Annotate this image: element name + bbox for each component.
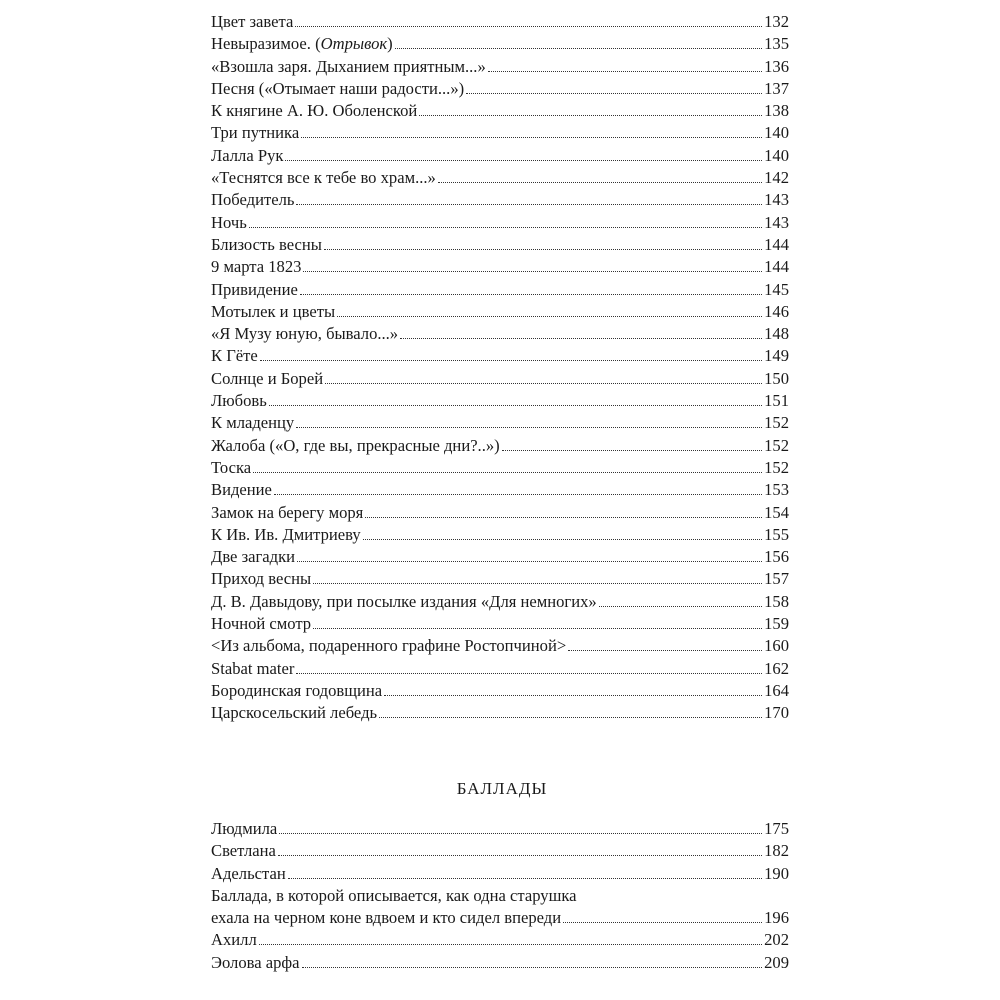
dot-leader <box>599 606 762 607</box>
entry-page-number: 153 <box>764 480 789 500</box>
entry-title <box>211 390 267 412</box>
toc-entry <box>211 189 789 211</box>
dot-leader <box>419 115 762 116</box>
entry-page-number: 142 <box>764 168 789 188</box>
entry-page-number: 154 <box>764 502 789 522</box>
toc-entry <box>211 546 789 568</box>
entry-title-text: Бородинская годовщина <box>211 680 383 700</box>
entry-title <box>211 568 311 590</box>
dot-leader <box>260 360 762 361</box>
toc-entry <box>211 390 789 412</box>
toc-entry <box>211 368 789 390</box>
entry-page-number: 196 <box>764 908 789 928</box>
toc-entry <box>211 658 789 680</box>
entry-page-number: 164 <box>764 680 789 700</box>
toc-entry <box>211 100 789 122</box>
entry-title-text: Цвет завета <box>211 12 294 31</box>
entry-title-text: Видение <box>211 480 272 500</box>
entry-title-text: Stabat mater <box>211 658 295 678</box>
dot-leader <box>363 539 762 540</box>
dot-leader <box>384 695 762 696</box>
entry-title <box>211 279 298 301</box>
dot-leader <box>285 160 762 161</box>
entry-title-text: Адельстан <box>211 863 286 883</box>
entry-title <box>211 818 277 840</box>
table-of-contents-ballads <box>211 818 789 974</box>
entry-title-line2-row <box>211 907 789 929</box>
dot-leader <box>365 517 762 518</box>
entry-title <box>211 929 257 951</box>
entry-page-number: 156 <box>764 547 789 567</box>
entry-title-text: Мотылек и цветы <box>211 301 336 321</box>
dot-leader <box>274 494 762 495</box>
entry-title <box>211 502 363 524</box>
dot-leader <box>466 93 762 94</box>
dot-leader <box>568 650 762 651</box>
entry-page-number: 158 <box>764 591 789 611</box>
entry-title-text: Лалла Рук <box>211 145 284 165</box>
entry-title-text: «Теснятся все к тебе во храм...» <box>211 168 436 188</box>
toc-entry <box>211 502 789 524</box>
toc-entry <box>211 435 789 457</box>
dot-leader <box>297 561 762 562</box>
entry-title-text: «Я Музу юную, бывало...» <box>211 324 399 344</box>
dot-leader <box>379 717 762 718</box>
entry-page-number: 143 <box>764 212 789 232</box>
toc-entry <box>211 680 789 702</box>
dot-leader <box>296 204 762 205</box>
entry-page-number: 146 <box>764 301 789 321</box>
entry-page-number: 145 <box>764 279 789 299</box>
entry-title <box>211 412 294 434</box>
toc-entry <box>211 702 789 724</box>
entry-title-text: Жалоба («О, где вы, прекрасные дни?..») <box>211 435 500 455</box>
entry-page-number: 152 <box>764 435 789 455</box>
toc-entry <box>211 11 789 33</box>
entry-title <box>211 234 322 256</box>
entry-title <box>211 546 295 568</box>
entry-page-number: 162 <box>764 658 789 678</box>
toc-entry <box>211 412 789 434</box>
entry-page-number: 151 <box>764 391 789 411</box>
entry-page-number: 148 <box>764 324 789 344</box>
entry-page-number: 137 <box>764 78 789 98</box>
entry-title-line2: ехала на черном коне вдвоем и кто сидел впереди <box>211 908 562 928</box>
entry-page-number: 152 <box>764 457 789 477</box>
entry-title-text: Замок на берегу моря <box>211 502 364 522</box>
entry-title <box>211 952 300 974</box>
entry-page-number: 135 <box>764 34 789 54</box>
entry-title <box>211 323 398 345</box>
entry-page-number: 182 <box>764 841 789 861</box>
dot-leader <box>438 182 762 183</box>
toc-entry <box>211 568 789 590</box>
entry-title <box>211 301 335 323</box>
toc-entry <box>211 122 789 144</box>
section-heading-ballads: БАЛЛАДЫ <box>456 779 548 798</box>
entry-page-number: 175 <box>764 819 789 838</box>
entry-title-text: Любовь <box>211 391 267 411</box>
entry-title-text: Светлана <box>211 841 276 861</box>
entry-title <box>211 702 377 724</box>
entry-title-text: 9 марта 1823 <box>211 257 302 277</box>
dot-leader <box>296 673 762 674</box>
toc-entry <box>211 929 789 951</box>
entry-title-text: К княгине А. Ю. Оболенской <box>211 101 418 121</box>
toc-entry <box>211 256 789 278</box>
dot-leader <box>278 855 762 856</box>
entry-title <box>211 635 566 657</box>
entry-title <box>211 368 323 390</box>
dot-leader <box>400 338 762 339</box>
entry-title-text: Ахилл <box>211 930 257 950</box>
entry-title <box>211 591 597 613</box>
entry-title-italic: Отрывок <box>320 34 388 54</box>
entry-title-text: «Взошла заря. Дыханием приятным...» <box>211 56 486 76</box>
dot-leader <box>288 878 762 879</box>
toc-entry <box>211 279 789 301</box>
entry-title: Баллада, в которой описывается, как одна старушка <box>211 885 577 905</box>
entry-page-number: 160 <box>764 636 789 656</box>
dot-leader <box>488 71 762 72</box>
entry-title <box>211 56 486 78</box>
entry-title <box>211 863 286 885</box>
toc-entry <box>211 479 789 501</box>
entry-title <box>211 78 464 100</box>
entry-title <box>211 33 393 55</box>
entry-title-text: Две загадки <box>211 547 296 567</box>
table-of-contents-poems <box>211 11 789 725</box>
entry-title-text: Песня («Отымает наши радости...») <box>211 78 465 98</box>
entry-title <box>211 167 436 189</box>
entry-title-text: Привидение <box>211 279 298 299</box>
toc-entry <box>211 56 789 78</box>
entry-title-text: К Гёте <box>211 346 258 366</box>
entry-page-number: 155 <box>764 524 789 544</box>
toc-entry <box>211 33 789 55</box>
toc-entry <box>211 885 789 930</box>
entry-title <box>211 212 247 234</box>
entry-page-number: 202 <box>764 930 789 950</box>
toc-entry <box>211 212 789 234</box>
entry-page-number: 157 <box>764 569 789 589</box>
entry-page-number: 152 <box>764 413 789 433</box>
entry-title-text: Ночь <box>211 212 247 232</box>
entry-page-number: 159 <box>764 614 789 634</box>
entry-title-text: К Ив. Ив. Дмитриеву <box>211 524 361 544</box>
entry-title <box>211 524 361 546</box>
toc-entry <box>211 167 789 189</box>
entry-title <box>211 256 301 278</box>
entry-title <box>211 435 500 457</box>
entry-page-number: 190 <box>764 863 789 883</box>
dot-leader <box>303 271 762 272</box>
entry-title <box>211 100 417 122</box>
toc-entry <box>211 840 789 862</box>
dot-leader <box>337 316 762 317</box>
entry-page-number: 140 <box>764 145 789 165</box>
entry-title <box>211 658 294 680</box>
dot-leader <box>259 944 762 945</box>
dot-leader <box>253 472 762 473</box>
entry-title-text: Ночной смотр <box>211 614 312 634</box>
toc-entry <box>211 952 789 974</box>
entry-title <box>211 189 294 211</box>
entry-page-number: 132 <box>764 12 789 31</box>
dot-leader <box>296 427 762 428</box>
dot-leader <box>502 450 762 451</box>
entry-title-text: Эолова арфа <box>211 952 300 972</box>
entry-title-text: Приход весны <box>211 569 312 589</box>
entry-title-after: ) <box>387 34 393 54</box>
entry-title-text: Близость весны <box>211 234 322 254</box>
dot-leader <box>295 26 762 27</box>
entry-title <box>211 145 283 167</box>
dot-leader <box>395 48 762 49</box>
toc-entry <box>211 613 789 635</box>
dot-leader <box>249 227 762 228</box>
entry-title-text: Людмила <box>211 819 278 838</box>
entry-page-number: 136 <box>764 56 789 76</box>
entry-title-text: Тоска <box>211 457 252 477</box>
entry-page-number: 143 <box>764 190 789 210</box>
dot-leader <box>313 628 762 629</box>
toc-entry <box>211 78 789 100</box>
entry-page-number: 144 <box>764 234 789 254</box>
dot-leader <box>563 922 762 923</box>
entry-title <box>211 840 276 862</box>
entry-title-text: Три путника <box>211 123 300 143</box>
entry-title <box>211 613 311 635</box>
entry-title-text: К младенцу <box>211 413 295 433</box>
entry-title-text: Д. В. Давыдову, при посылке издания «Для немногих» <box>211 591 597 611</box>
toc-entry <box>211 818 789 840</box>
toc-entry <box>211 863 789 885</box>
entry-title-text: <Из альбома, подаренного графине Ростопчиной> <box>211 636 567 656</box>
dot-leader <box>300 294 762 295</box>
toc-entry <box>211 591 789 613</box>
entry-page-number: 150 <box>764 368 789 388</box>
toc-entry <box>211 345 789 367</box>
entry-page-number: 149 <box>764 346 789 366</box>
dot-leader <box>324 249 762 250</box>
entry-title-text: Победитель <box>211 190 295 210</box>
entry-title-text: Невыразимое. ( <box>211 34 321 54</box>
entry-title-text: Царскосельский лебедь <box>211 703 378 723</box>
toc-entry <box>211 524 789 546</box>
entry-title <box>211 457 251 479</box>
entry-title <box>211 479 272 501</box>
dot-leader <box>325 383 762 384</box>
toc-entry <box>211 635 789 657</box>
entry-page-number: 138 <box>764 101 789 121</box>
entry-page-number: 144 <box>764 257 789 277</box>
entry-title <box>211 11 293 33</box>
entry-page-number: 209 <box>764 952 789 972</box>
entry-page-number: 170 <box>764 703 789 723</box>
toc-entry <box>211 145 789 167</box>
dot-leader <box>302 967 763 968</box>
entry-title <box>211 345 258 367</box>
toc-entry <box>211 301 789 323</box>
toc-entry <box>211 323 789 345</box>
entry-title <box>211 680 382 702</box>
toc-entry <box>211 234 789 256</box>
dot-leader <box>301 137 762 138</box>
entry-page-number: 140 <box>764 123 789 143</box>
entry-title <box>211 122 299 144</box>
dot-leader <box>313 583 762 584</box>
entry-title-text: Солнце и Борей <box>211 368 324 388</box>
dot-leader <box>279 833 762 834</box>
toc-entry <box>211 457 789 479</box>
dot-leader <box>269 405 762 406</box>
